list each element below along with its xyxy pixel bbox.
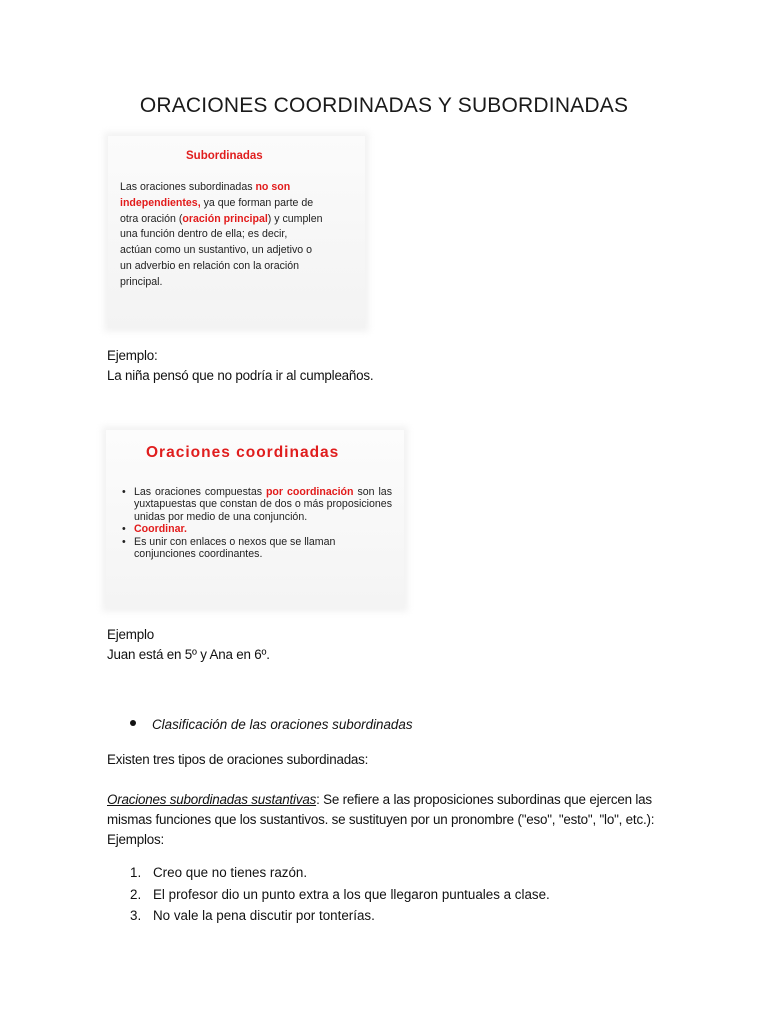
image-list-item <box>122 536 392 561</box>
image-line <box>120 212 358 228</box>
list-number: 3. <box>130 908 142 923</box>
highlight-text: Coordinar. <box>134 523 187 536</box>
example-label: Ejemplo: <box>107 348 158 363</box>
section-heading: Clasificación de las oraciones subordinadas <box>152 717 413 732</box>
highlight-text: independientes, <box>120 196 201 209</box>
definition-line <box>107 790 652 810</box>
subordinadas-image <box>108 136 365 328</box>
bullet-icon: • <box>122 523 126 536</box>
image-line <box>120 196 358 212</box>
bullet-icon <box>130 720 136 726</box>
term-text: Oraciones subordinadas sustantivas <box>107 792 317 807</box>
page-title: ORACIONES COORDINADAS Y SUBORDINADAS <box>139 94 629 117</box>
image-list-item <box>122 486 392 523</box>
image-line <box>120 180 358 196</box>
image-text: son las yuxtapuestas que constan de dos o más proposiciones unidas por medio de una conjunción. <box>134 486 392 523</box>
image-text: Las oraciones compuestas <box>134 486 266 498</box>
image-text: otra oración ( <box>120 212 183 225</box>
example-text: La niña pensó que no podría ir al cumpleaños. <box>107 368 374 383</box>
bullet-icon: • <box>122 535 126 548</box>
list-text: No vale la pena discutir por tonterías. <box>153 908 375 923</box>
example-text: Juan está en 5º y Ana en 6º. <box>107 647 270 662</box>
coordinadas-image <box>106 430 404 608</box>
intro-text: Existen tres tipos de oraciones subordinadas: <box>107 752 369 767</box>
list-number: 2. <box>130 886 142 902</box>
image-list <box>122 486 392 560</box>
examples-label: Ejemplos: <box>107 832 164 847</box>
highlight-text: no son <box>255 181 291 193</box>
image-line: actúan como un sustantivo, un adjetivo o <box>120 244 312 257</box>
image-text: ) y cumplen <box>267 212 323 225</box>
image-body <box>120 180 358 291</box>
image-heading: Oraciones coordinadas <box>146 444 340 461</box>
image-line: principal. <box>120 275 163 288</box>
image-text: Es unir con enlaces o nexos que se llaman conjunciones coordinantes. <box>134 535 336 561</box>
list-text: Creo que no tienes razón. <box>153 865 308 880</box>
image-heading: Subordinadas <box>186 150 263 162</box>
bullet-icon: • <box>122 486 126 498</box>
image-text: ya que forman parte de <box>200 196 314 209</box>
definition-text: : Se refiere a las proposiciones subordinas que ejercen las <box>316 792 652 807</box>
list-text: El profesor dio un punto extra a los que llegaron puntuales a clase. <box>153 886 550 902</box>
definition-line: mismas funciones que los sustantivos. se sustituyen por un pronombre ("eso", "esto", "lo", etc.): <box>107 812 655 827</box>
highlight-text: oración principal <box>182 212 268 225</box>
image-line: un adverbio en relación con la oración <box>120 259 300 272</box>
image-line: una función dentro de ella; es decir, <box>120 228 288 241</box>
list-number: 1. <box>130 865 142 880</box>
highlight-text: por <box>265 486 284 498</box>
image-list-item <box>122 523 392 535</box>
image-text: Las oraciones subordinadas <box>120 181 256 193</box>
highlight-text: coordinación <box>286 486 354 498</box>
example-label: Ejemplo <box>107 627 154 642</box>
